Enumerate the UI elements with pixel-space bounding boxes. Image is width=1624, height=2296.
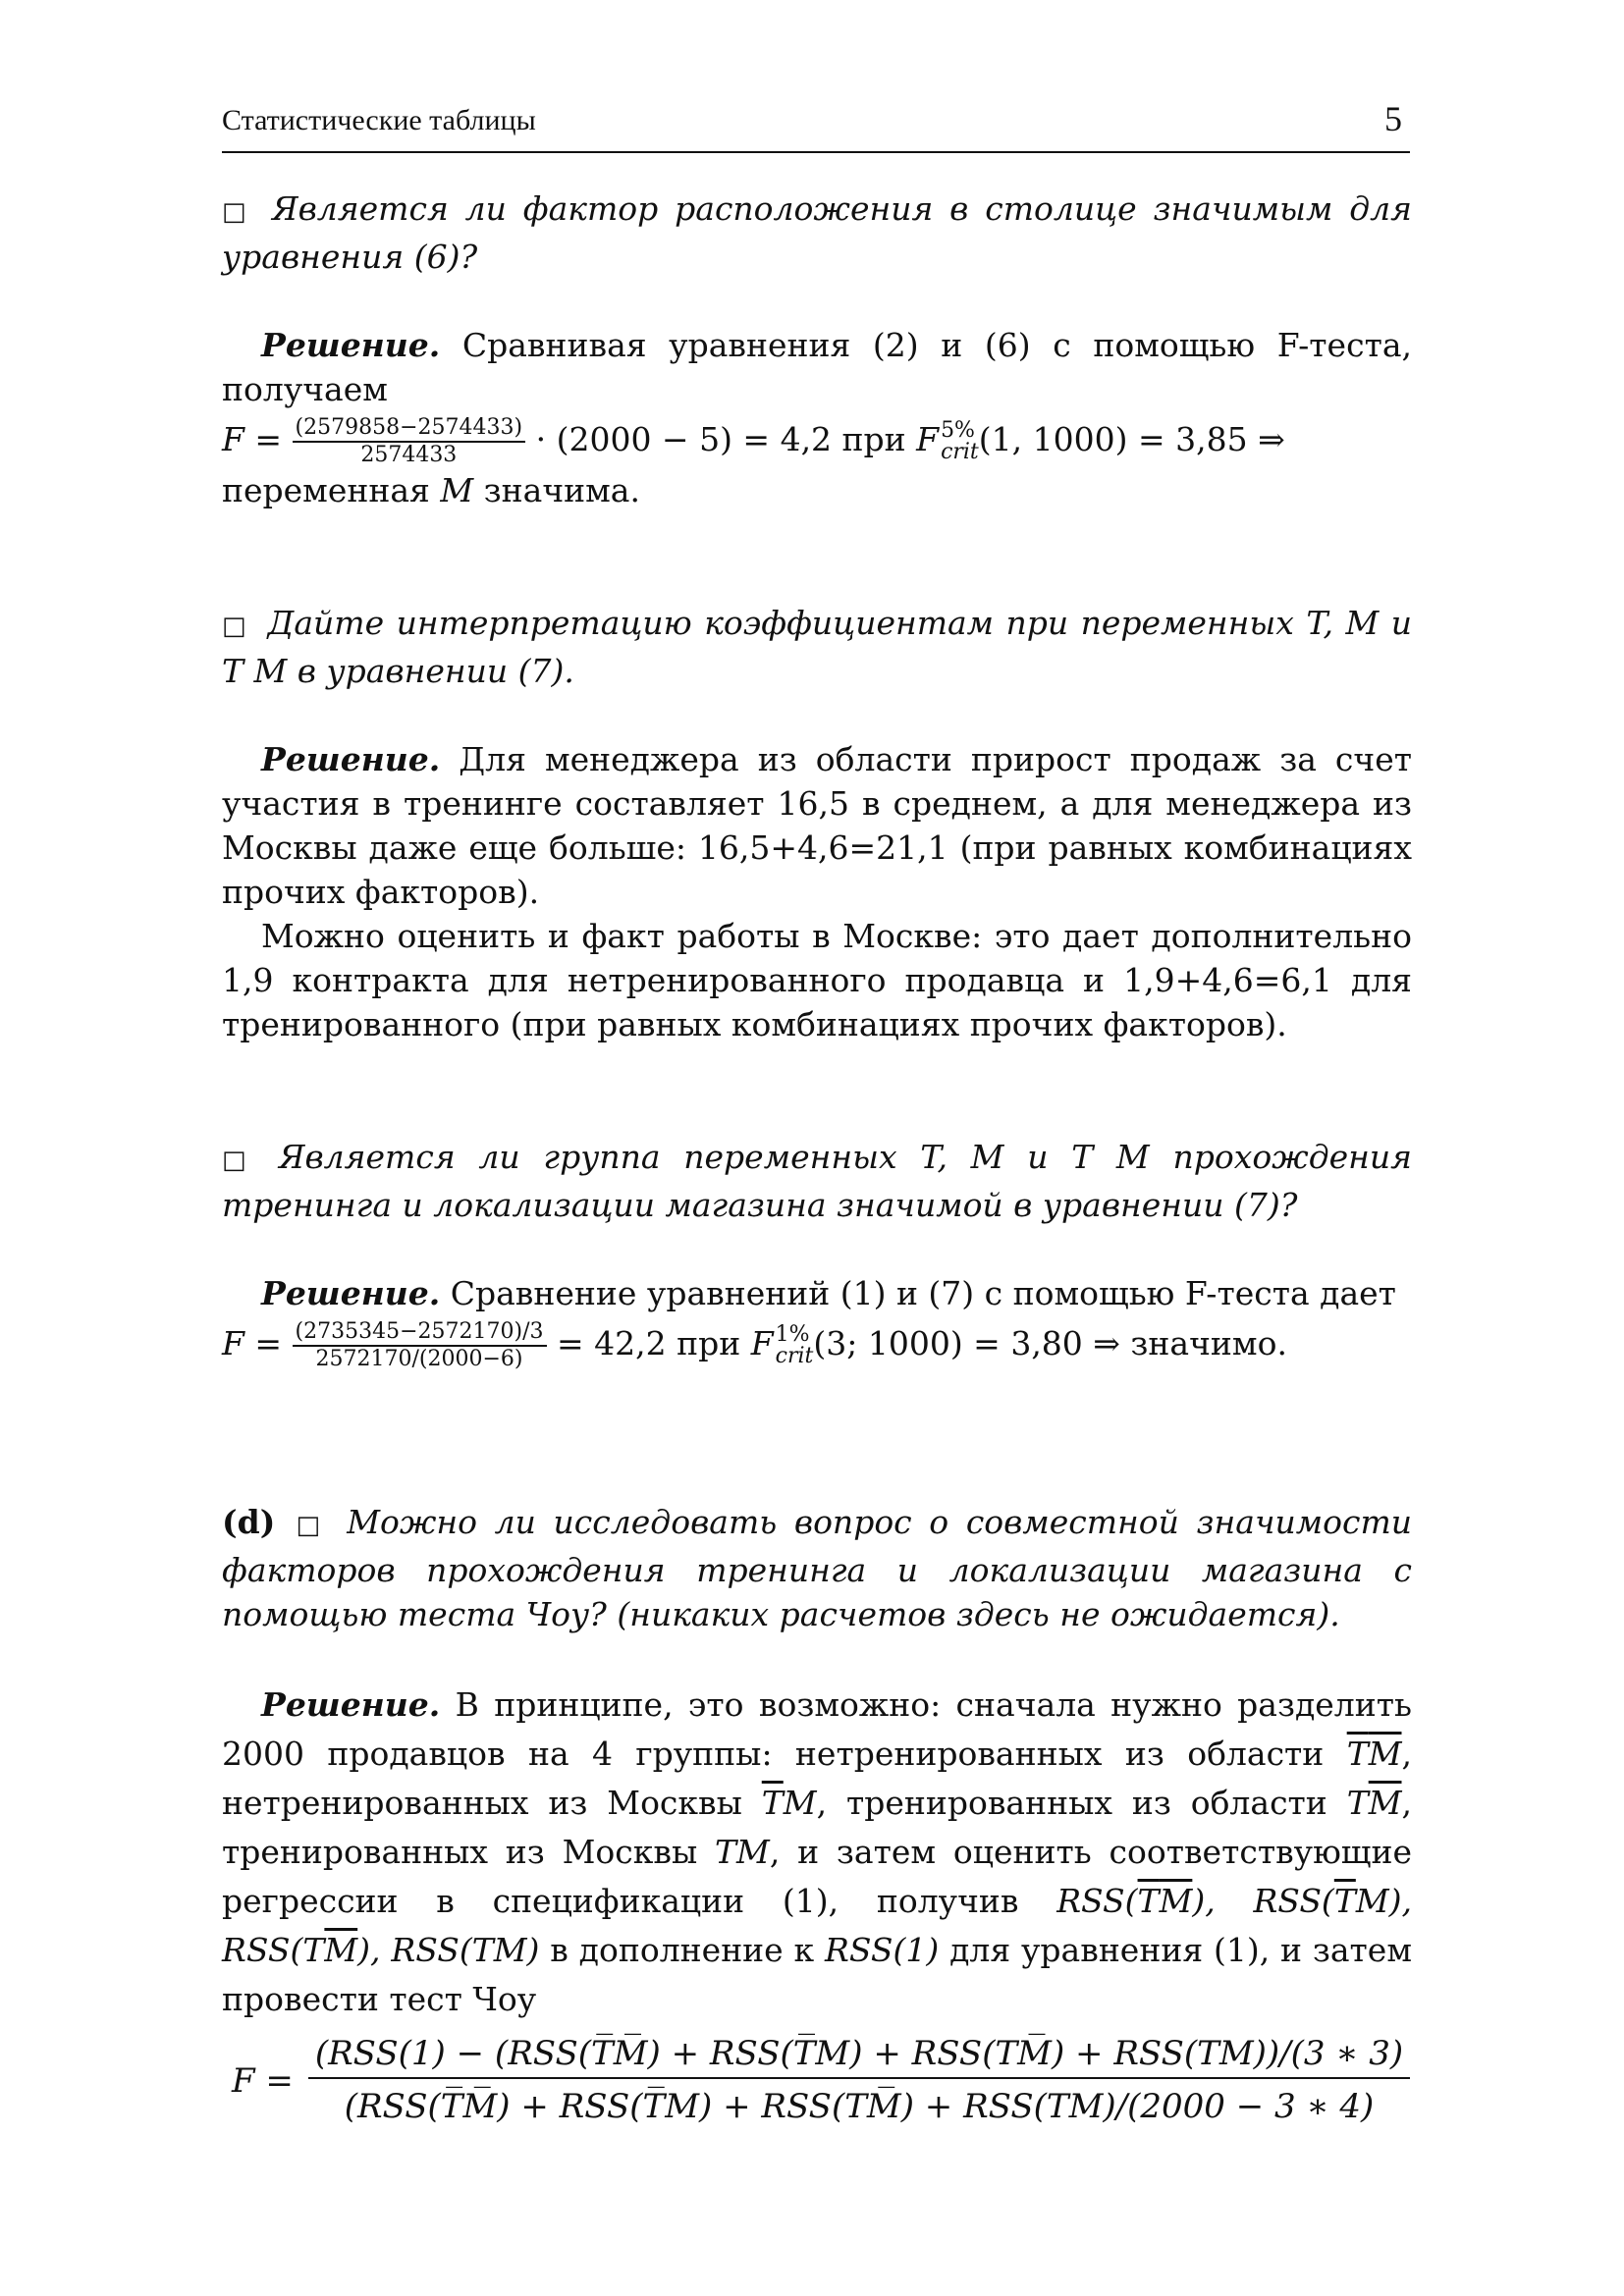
checkbox-icon: □ [222,197,252,227]
group-untrained-moscow: $\overline{T}M$ [761,1784,817,1822]
question-1 [222,187,1412,279]
question-2 [222,601,1412,693]
solution-d-text-3: , тренированных из области [816,1784,1347,1822]
formula-2-crit-args: (3; 1000) = 3,80 ⇒ значимо. [813,1324,1287,1362]
formula-1-mid: · (2000 − 5) = 4,2 при [535,420,917,458]
question-d-text: Можно ли исследовать вопрос о совместной значимости факторов прохождения тренинга и локализации магазина с помощью теста Чоу? (никаких расчетов здесь не ожидается). [222,1503,1412,1633]
running-title: Статистические таблицы [222,104,536,136]
conclusion-variable: M [440,471,474,509]
formula-2-crit-symbol: F [750,1324,774,1362]
formula-2-mid: = 42,2 при [557,1324,751,1362]
formula-2-denominator: 2572170/(2000−6) [315,1347,523,1371]
formula-1-crit-args: (1, 1000) = 3,85 ⇒ [978,420,1285,458]
solution-3 [222,1271,1412,1315]
solution-d-text-1: В принципе, это возможно: сначала нужно разделить 2000 продавцов на 4 группы: нетренированных из области [222,1685,1412,1773]
formula-2-crit-sup: 1% [775,1322,810,1347]
formula-1-lhs: F = [222,420,283,458]
solution-1-conclusion [222,468,1412,512]
page-body [222,187,1412,2138]
group-untrained-region: $\overline{T}\overline{M}$ [1346,1735,1402,1773]
conclusion-text-b: значима. [473,471,640,509]
checkbox-icon: □ [222,1146,259,1175]
solution-d-text-5: , и затем оценить соответствующие регрессии в спецификации (1), получив [222,1833,1412,1920]
chow-formula-lhs: F = [232,2061,294,2101]
solution-label: Решение. [261,740,441,778]
solution-d-text-7: для уравнения (1), и затем провести тест Чоу [222,1931,1413,2018]
checkbox-icon: □ [222,612,248,641]
conclusion-text-a: переменная [222,471,441,509]
formula-1-numerator: (2579858−2574433) [293,415,526,443]
solution-label: Решение. [261,1274,441,1312]
question-3-text: Является ли группа переменных T, M и T M прохождения тренинга и локализации магазина значимой в уравнении (7)? [222,1138,1412,1224]
formula-2 [222,1319,1412,1372]
question-1-text: Является ли фактор расположения в столице значимым для уравнения (6)? [222,189,1412,276]
group-trained-region: $T\overline{M}$ [1346,1784,1402,1822]
solution-label: Решение. [261,326,441,364]
solution-label: Решение. [261,1685,441,1724]
question-d [222,1500,1412,1636]
solution-1 [222,323,1412,411]
formula-2-crit-sub: crit [775,1344,814,1368]
solution-2-paragraph-2: Можно оценить и факт работы в Москве: это дает дополнительно 1,9 контракта для нетренированного продавца и 1,9+4,6=6,1 для тренированного (при равных комбинациях прочих факторов). [222,917,1412,1043]
solution-2-text: Для менеджера из области прирост продаж за счет участия в тренинге составляет 16,5 в среднем, а для менеджера из Москвы даже еще больше: 16,5+4,6=21,1 (при равных комбинациях прочих факторов). [222,740,1412,911]
solution-d-text-6: в дополнение к [539,1931,826,1969]
chow-formula-denominator: (RSS(T̅M̅) + RSS(T̅M) + RSS(TM̅) + RSS(TM)/(2000 − 3 ∗ 4) [344,2087,1375,2126]
chow-test-formula [222,2030,1412,2138]
formula-1-crit-sup: 5% [941,418,975,443]
formula-2-fraction [293,1319,547,1372]
question-3 [222,1135,1412,1227]
formula-1-crit-index [941,420,979,463]
solution-3-text: Сравнение уравнений (1) и (7) с помощью F-теста дает [440,1274,1396,1312]
checkbox-icon: □ [289,1511,328,1540]
question-2-text: Дайте интерпретацию коэффициентам при переменных T, M и T M в уравнении (7). [222,604,1412,690]
formula-2-lhs: F = [222,1324,283,1362]
formula-1 [222,415,1412,468]
rss-1: RSS(1) [825,1931,940,1969]
chow-formula-numerator: (RSS(1) − (RSS(T̅M̅) + RSS(T̅M) + RSS(TM̅) + RSS(TM))/(3 ∗ 3) [308,2030,1410,2079]
formula-1-fraction [293,415,526,468]
formula-1-crit-sub: crit [941,440,979,464]
solution-d-text-2: , нетренированных из Москвы [222,1735,1412,1822]
solution-1-text: Сравнивая уравнения (2) и (6) с помощью F-теста, получаем [222,326,1412,408]
solution-d-text-4: , тренированных из Москвы [222,1784,1412,1871]
rss-list: $RSS(\overline{T}\overline{M})$, $RSS(\overline{T}M)$, $RSS(T\overline{M})$, RSS(TM) [222,1882,1412,1969]
page-number: 5 [1384,99,1402,138]
solution-2-paragraph-1 [222,737,1412,914]
formula-1-denominator: 2574433 [360,443,458,467]
part-d-label: (d) [222,1503,276,1541]
formula-2-numerator: (2735345−2572170)/3 [293,1319,547,1347]
running-header [222,99,1410,153]
solution-d [222,1681,1412,2024]
formula-1-crit-symbol: F [916,420,940,458]
formula-2-crit-index [776,1324,814,1367]
group-trained-moscow: TM [715,1833,770,1871]
